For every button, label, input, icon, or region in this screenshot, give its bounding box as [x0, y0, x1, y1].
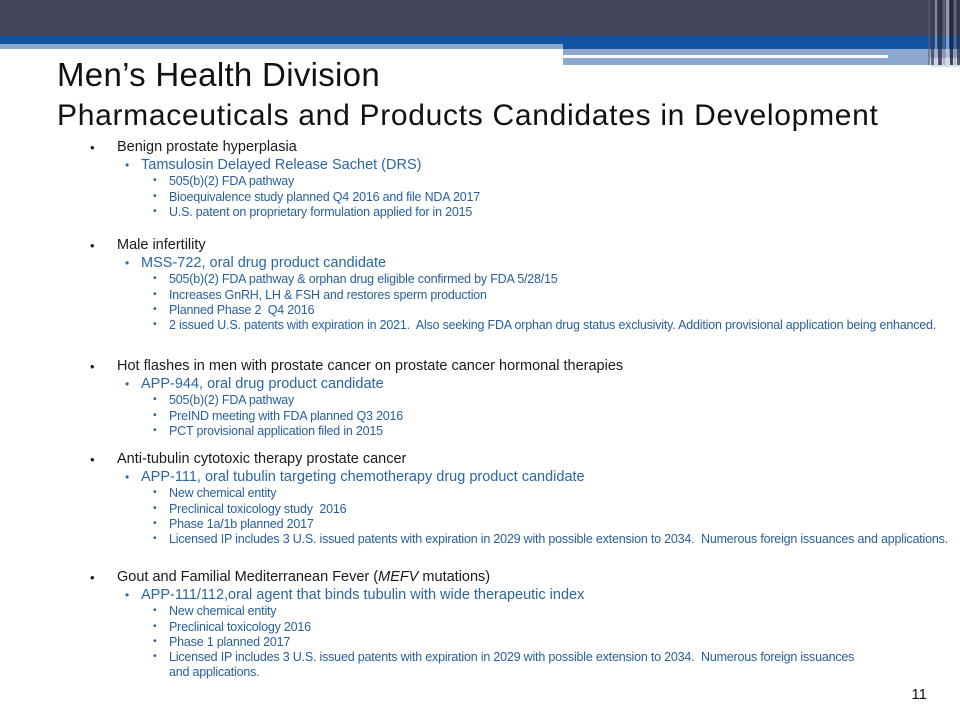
bullet-item-level3 — [0, 205, 960, 220]
title-block — [57, 55, 937, 135]
slide-subtitle: Pharmaceuticals and Products Candidates in Development — [57, 99, 879, 132]
bullet-item-level3 — [0, 604, 960, 619]
bullet-text: • Benign prostate hyperplasia — [117, 139, 297, 155]
bullet-text: • Planned Phase 2 Q4 2016 — [169, 302, 315, 317]
bullet-text: • Increases GnRH, LH & FSH and restores sperm production — [169, 287, 487, 302]
bullet-text — [117, 569, 960, 586]
bullet-item-level3 — [0, 502, 960, 517]
vertical-stripe — [943, 0, 945, 65]
heading-prefix: Gout and Familial Mediterranean Fever ( — [117, 569, 379, 585]
bullet-section-anti-tubulin — [0, 451, 960, 547]
bullet-item-level1 — [0, 569, 960, 586]
bullet-text: • MSS-722, oral drug product candidate — [141, 255, 387, 272]
bullet-item-level1 — [0, 451, 960, 468]
heading-italic-gene: MEFV — [378, 569, 419, 585]
bullet-text: • Licensed IP includes 3 U.S. issued patents with expiration in 2029 with possible extension to 2034. Numerous foreign issuances and applications. — [169, 649, 858, 679]
vertical-stripe — [946, 0, 949, 65]
bullet-item-level3 — [0, 318, 960, 333]
bullet-item-level2 — [0, 587, 960, 604]
bullet-item-level3 — [0, 650, 960, 680]
bullet-item-level1 — [0, 237, 960, 254]
bullet-text: • Hot flashes in men with prostate cancer on prostate cancer hormonal therapies — [117, 358, 624, 374]
slide-title: Men’s Health Division — [57, 56, 380, 93]
bullet-item-level3 — [0, 174, 960, 189]
bullet-item-level2 — [0, 469, 960, 486]
bullet-item-level3 — [0, 532, 960, 547]
bullet-item-level3 — [0, 517, 960, 532]
bullet-item-level3 — [0, 620, 960, 635]
bullet-text: • Anti-tubulin cytotoxic therapy prostate cancer — [117, 451, 407, 467]
bullet-item-level1 — [0, 358, 960, 375]
bullet-text: • 505(b)(2) FDA pathway — [169, 393, 295, 408]
bullet-item-level3 — [0, 190, 960, 205]
bullet-text: • Phase 1 planned 2017 — [169, 634, 291, 649]
bullet-text: • U.S. patent on proprietary formulation applied for in 2015 — [169, 204, 473, 219]
bullet-section-hot-flashes — [0, 358, 960, 439]
bullet-section-benign-prostate-hyperplasia — [0, 139, 960, 220]
vertical-stripe — [938, 0, 942, 65]
bullet-text: • New chemical entity — [169, 486, 277, 501]
bullet-item-level3 — [0, 486, 960, 501]
bullet-text: • Preclinical toxicology 2016 — [169, 619, 311, 634]
bullet-text: • Male infertility — [117, 237, 206, 253]
bullet-text: • Tamsulosin Delayed Release Sachet (DRS) — [141, 157, 422, 174]
bullet-text: • Licensed IP includes 3 U.S. issued patents with expiration in 2029 with possible extension to 2034. Numerous foreign issuances and applications. — [169, 531, 948, 546]
bullet-text: • Bioequivalence study planned Q4 2016 and file NDA 2017 — [169, 189, 480, 204]
bullet-section-male-infertility — [0, 237, 960, 333]
bullet-text: • APP-944, oral drug product candidate — [141, 376, 384, 393]
bullet-item-level3 — [0, 409, 960, 424]
bullet-item-level3 — [0, 303, 960, 318]
bullet-text: • 2 issued U.S. patents with expiration in 2021. Also seeking FDA orphan drug status exclusivity. Addition provisional application being enhanced. — [169, 317, 937, 332]
bullet-item-level3 — [0, 288, 960, 303]
bullet-item-level3 — [0, 272, 960, 287]
bullet-item-level3 — [0, 635, 960, 650]
heading-suffix: mutations) — [418, 569, 491, 585]
bullet-item-level2 — [0, 157, 960, 174]
bullet-item-level1 — [0, 139, 960, 156]
vertical-stripe — [950, 0, 953, 65]
bullet-text: • APP-111/112,oral agent that binds tubulin with wide therapeutic index — [141, 587, 585, 604]
bullet-item-level2 — [0, 376, 960, 393]
bullet-item-level3 — [0, 424, 960, 439]
bullet-item-level2 — [0, 255, 960, 272]
bullet-text: • 505(b)(2) FDA pathway & orphan drug eligible confirmed by FDA 5/28/15 — [169, 272, 558, 287]
bullet-text: • PreIND meeting with FDA planned Q3 2016 — [169, 408, 403, 423]
bullet-item-level3 — [0, 393, 960, 408]
vertical-stripe — [954, 0, 956, 65]
bullet-text: • New chemical entity — [169, 604, 277, 619]
bullet-text: • PCT provisional application filed in 2015 — [169, 423, 383, 438]
bullet-text: • 505(b)(2) FDA pathway — [169, 174, 295, 189]
bullet-text: • Phase 1a/1b planned 2017 — [169, 516, 314, 531]
bullet-section-gout-mefv — [0, 569, 960, 680]
page-number: 11 — [911, 686, 927, 703]
bullet-text: • Preclinical toxicology study 2016 — [169, 501, 347, 516]
bullet-text: • APP-111, oral tubulin targeting chemotherapy drug product candidate — [141, 469, 585, 486]
